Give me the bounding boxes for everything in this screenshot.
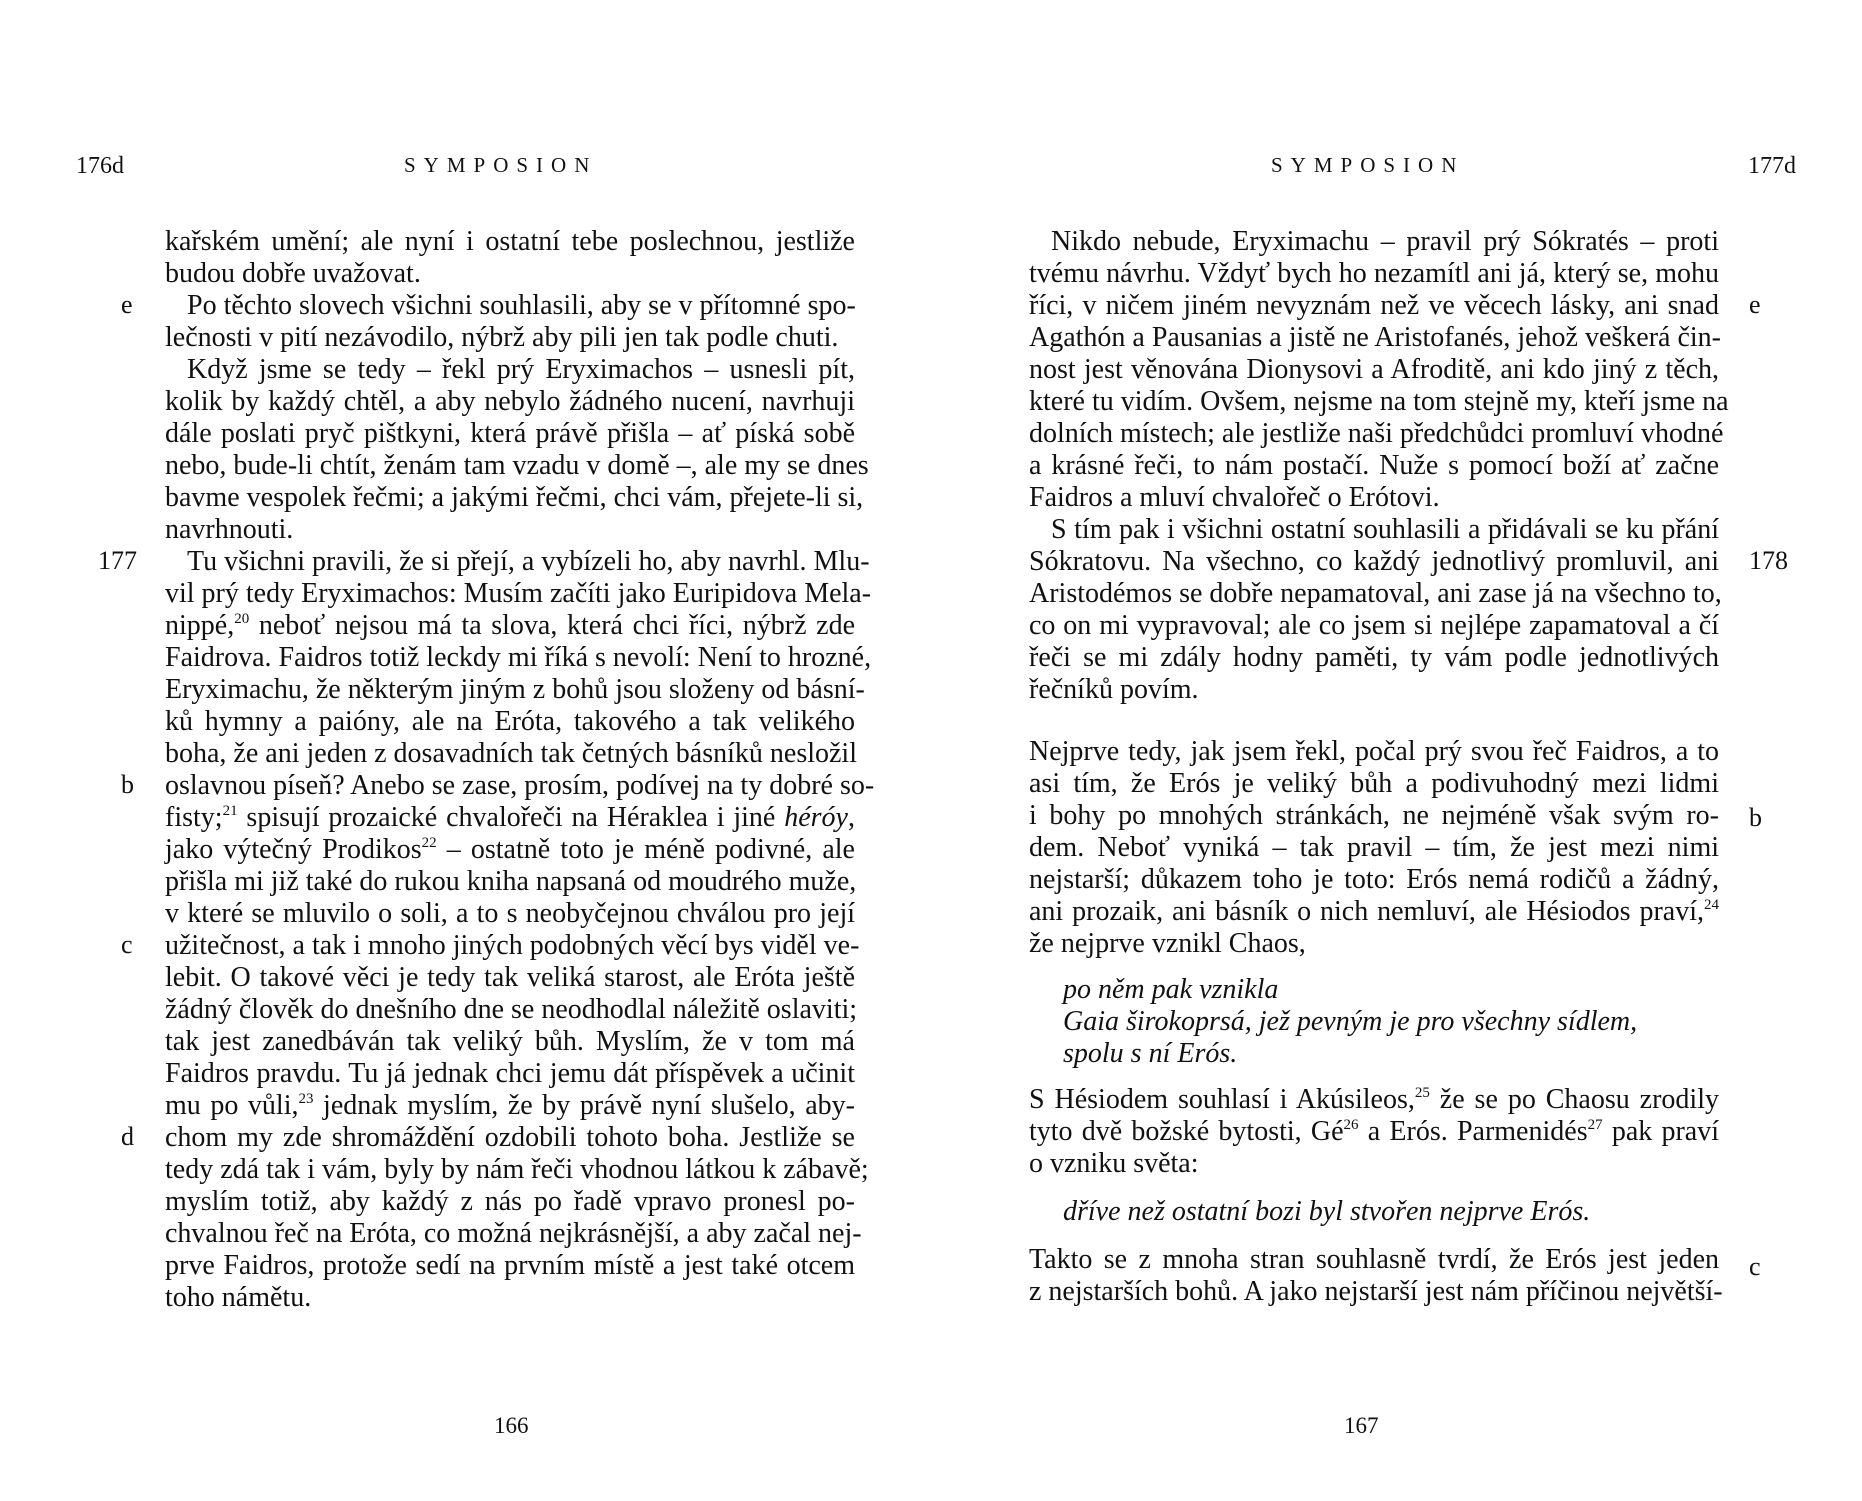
text-line: lečnosti v pití nezávodilo, nýbrž aby pili jen tak podle chuti. [165,322,839,353]
text-line: řeči se mi zdály hodny paměti, ty vám podle jednotlivých [1029,642,1719,673]
text-line: asi tím, že Erós je veliký bůh a podivuhodný mezi lidmi [1029,768,1719,799]
text-line: Nejprve tedy, jak jsem řekl, počal prý svou řeč Faidros, a to [1029,736,1719,767]
text-line: říci, v ničem jiném nevyznám než ve věcech lásky, ani snad [1029,290,1719,321]
text-line: bavme vespolek řečmi; a jakými řečmi, chci vám, přejete-li si, [165,482,864,513]
margin-marker: e [121,290,133,319]
text-line: Sókratovu. Na všechno, co každý jednotlivý promluvil, ani [1029,546,1719,577]
text-line: přišla mi již také do rukou kniha napsaná od moudrého muže, [165,866,857,897]
margin-marker: c [1749,1252,1761,1281]
text-line: mu po vůli,$^{23}$ jednak myslím, že by právě nyní slušelo, aby- [165,1090,856,1121]
text-line: toho námětu. [165,1282,312,1313]
text-line: Aristodémos se dobře nepamatoval, ani zase já na všechno to, [1029,578,1722,609]
text-line: Faidrova. Faidros totiž leckdy mi říká s nevolí: Není to hrozné, [165,642,872,673]
footnote-ref: 23 [298,1091,314,1107]
text-line: fisty;$^{21}$ spisují prozaické chvalořeči na Hérakleа i jiné héróy, [165,802,855,833]
text-line: prve Faidros, protože sedí na prvním místě a jest také otcem [165,1250,855,1281]
footnote-ref: 25 [1414,1085,1430,1101]
right-body-text [1029,226,1729,1308]
text-line: oslavnou píseň? Anebo se zase, prosím, podívej na ty dobré so- [165,770,875,801]
text-line: tedy zdá tak i vám, byly by nám řeči vhodnou látkou k zábavě; [165,1154,869,1185]
text-line: ani prozaik, ani básník o nich nemluví, ale Hésiodos praví,$^{24}$ [1029,896,1719,927]
footnote-ref: 20 [234,611,250,627]
text-line: Agathón a Pausanias a jistě ne Aristofanés, jehož veškerá čin- [1029,322,1722,353]
text-line: navrhnouti. [165,514,294,545]
text-line: tyto dvě božské bytosti, $Gé^{26}$ a Erós. Parmenidés$^{27}$ pak praví [1029,1116,1720,1147]
text-line: vil prý tedy Eryximachos: Musím začíti jako Euripidova Mela- [165,578,872,609]
text-line: myslím totiž, aby každý z nás po řadě vpravo pronesl po- [165,1186,855,1217]
text-line: Tu všichni pravili, že si přejí, a vybízeli ho, aby navrhl. Mlu- [187,546,870,577]
text-line: i bohy po mnohých stránkách, ne nejméně však svým ro- [1029,800,1719,831]
text-line: žádný člověk do dnešního dne se neodhodlal náležitě oslaviti; [165,994,858,1025]
text-line: S Hésiodem souhlasí i Akúsileos,$^{25}$ že se po Chaosu zrodily [1029,1084,1719,1115]
right-running-title: SYMPOSION [1271,153,1465,177]
margin-marker: c [121,930,133,959]
margin-marker: b [1749,803,1762,832]
text-line: nebo, bude-li chtít, ženám tam vzadu v domě –, ale my se dnes [165,450,869,481]
text-line: kolik by každý chtěl, a aby nebylo žádného nucení, navrhuji [165,386,855,417]
text-line: Nikdo nebude, Eryximachu – pravil prý Sókratés – proti [1051,226,1719,257]
text-line: budou dobře uvažovat. [165,258,421,289]
footnote-ref: 24 [1704,897,1719,913]
section-gap [1029,960,1719,974]
text-line: v které se mluvilo o soli, a to s neobyčejnou chválou pro její [165,898,855,929]
text-line: nejstarší; důkazem toho je toto: Erós nemá rodičů a žádný, [1029,864,1719,895]
text-line: řečníků povím. [1029,674,1199,705]
text-line: tak jest zanedbáván tak veliký bůh. Myslím, že v tom má [165,1026,855,1057]
left-body-text [165,226,875,1314]
text-line: Když jsme se tedy – řekl prý Eryximachos – usnesli pít, [187,354,855,385]
footnote-ref: 22 [421,835,437,851]
text-line: chom my zde shromáždění ozdobili tohoto boha. Jestliže se [165,1122,855,1153]
text-line: a krásné řeči, to nám postačí. Nuže s pomocí boží ať začne [1029,450,1719,481]
text-line: ků hymny a paióny, ale na Eróta, takového a tak velikého [165,706,855,737]
section-gap [1029,706,1719,736]
margin-marker: d [121,1122,134,1151]
margin-marker: 178 [1749,546,1788,575]
verse-line: dříve než ostatní bozi byl stvořen nejprve Erós. [1063,1196,1591,1227]
text-line: užitečnost, a tak i mnoho jiných podobných věcí bys viděl ve- [165,930,860,961]
margin-marker: e [1749,290,1761,319]
verse-line: Gaia širokoprsá, jež pevným je pro všechny sídlem, [1063,1006,1638,1037]
footnote-ref: 21 [222,803,238,819]
text-line: které tu vidím. Ovšem, nejsme na tom stejně my, kteří jsme na [1029,386,1729,417]
text-line: tvému návrhu. Vždyť bych ho nezamítl ani já, který se, mohu [1029,258,1719,289]
left-page-number: 166 [494,1413,529,1438]
text-line: Takto se z mnoha stran souhlasně tvrdí, že Erós jest jeden [1029,1244,1719,1275]
text-line: dolních místech; ale jestliže naši předchůdci promluví vhodné [1029,418,1724,449]
text-line: dále poslati pryč pištkyni, která právě přišla – ať píská sobě [165,418,855,449]
text-line: Faidros pravdu. Tu já jednak chci jemu dát příspěvek a učinit [165,1058,855,1089]
text-line: kařském umění; ale nyní i ostatní tebe poslechnou, jestliže [165,226,855,257]
right-page-reference: 177d [1748,153,1796,179]
text-line: z nejstarších bohů. A jako nejstarší jest nám příčinou největší- [1029,1276,1723,1307]
text-line: o vzniku světa: [1029,1148,1199,1179]
verse-line: po něm pak vznikla [1063,974,1279,1005]
text-line: dem. Neboť vyniká – tak pravil – tím, že jest mezi nimi [1029,832,1719,863]
right-page [931,0,1862,1501]
text-line: Faidros a mluví chvalořeč o Erótovi. [1029,482,1440,513]
footnote-ref: 27 [1587,1117,1603,1133]
verse-line: spolu s ní Erós. [1063,1038,1238,1069]
section-gap [1029,1070,1719,1084]
text-line: Eryximachu, že některým jiným z bohů jsou složeny od básní- [165,674,865,705]
left-page-reference: 176d [76,153,124,179]
left-running-title: SYMPOSION [404,153,598,177]
text-line: nippé,$^{20}$ neboť nejsou má ta slova, která chci říci, nýbrž zde [165,610,855,641]
text-line: chvalnou řeč na Eróta, co možná nejkrásnější, a aby začal nej- [165,1218,862,1249]
text-line: co on mi vypravoval; ale co jsem si nejlépe zapamatoval a čí [1029,610,1719,641]
text-line: že nejprve vznikl Chaos, [1029,928,1306,959]
text-line: S tím pak i všichni ostatní souhlasili a přidávali se ku přání [1051,514,1719,545]
section-gap [1029,1228,1719,1244]
text-line: Po těchto slovech všichni souhlasili, aby se v přítomné spo- [187,290,856,321]
text-line: nost jest věnována Dionysovi a Afroditě, ani kdo jiný z těch, [1029,354,1719,385]
section-gap [1029,1180,1719,1196]
footnote-ref: 26 [1343,1117,1359,1133]
right-page-number: 167 [1344,1413,1379,1438]
text-line: boha, že ani jeden z dosavadních tak četných básníků nesložil [165,738,857,769]
margin-marker: b [121,770,134,799]
margin-marker: 177 [98,546,137,575]
text-line: lebit. O takové věci je tedy tak veliká starost, ale Eróta ještě [165,962,855,993]
text-line: jako výtečný Prodikos$^{22}$ – ostatně toto je méně podivné, ale [165,834,855,865]
